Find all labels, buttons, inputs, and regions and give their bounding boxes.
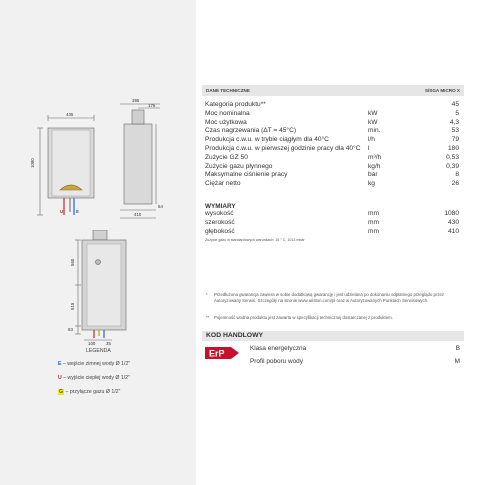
spec-value: 0,39 xyxy=(446,162,459,170)
spec-label: Ciężar netto xyxy=(205,180,241,188)
spec-row xyxy=(205,101,463,110)
spec-value: 0,53 xyxy=(446,153,459,161)
spec-value: 8 xyxy=(455,171,459,179)
legend-letter: U xyxy=(58,375,62,381)
spec-row xyxy=(205,145,463,154)
dim-83: 83 xyxy=(68,327,73,332)
legend-title: LEGENDA xyxy=(86,348,111,354)
dimension-row xyxy=(205,210,463,219)
dim-depth: 410 xyxy=(134,212,142,217)
spec-row xyxy=(205,136,463,145)
kod-row-water-profile xyxy=(250,358,460,365)
spec-value: 5 xyxy=(455,109,459,117)
spec-value: 45 xyxy=(451,101,459,108)
technical-drawing-panel xyxy=(0,0,196,485)
spec-unit: kg/h xyxy=(368,162,381,170)
kod-handlowy-title: KOD HANDLOWY xyxy=(206,332,264,339)
footnote-capacity xyxy=(206,315,471,323)
footnote-text: Przedłużona gwarancja zawiera w sobie dodatkową gwarancję i jest udzielana po dokonaniu odpłatnego przeglądu przez Autoryzowany Serwis. Szczegóły na stronie www.ariston.com/pl oraz w Autoryzowanych Punktach Serwisowych. xyxy=(214,292,445,304)
spec-label: Kategoria produktu** xyxy=(205,101,266,108)
footnote-star: * xyxy=(206,292,208,297)
erp-label: ErP xyxy=(209,348,225,359)
kod-value: B xyxy=(455,345,460,352)
dimension-value: 1080 xyxy=(444,210,459,217)
dimension-value: 410 xyxy=(447,227,459,235)
spec-unit: l/h xyxy=(368,136,375,144)
spec-value: 26 xyxy=(451,180,459,188)
dim-width-front: 435 xyxy=(66,112,74,117)
dim-flue: 176 xyxy=(148,103,156,108)
spec-value: 79 xyxy=(451,136,459,144)
dimension-label: wysokość xyxy=(205,210,234,217)
legend-text: – przyłącze gazu Ø 1/2" xyxy=(64,389,121,395)
spec-label: Maksymalne ciśnienie pracy xyxy=(205,171,288,179)
spec-label: Moc użytkowa xyxy=(205,118,247,126)
kod-label: Profil poboru wody xyxy=(250,358,303,365)
spec-row xyxy=(205,119,463,128)
spec-unit: m³/h xyxy=(368,153,382,161)
dimension-label: głębokość xyxy=(205,227,235,235)
dimension-unit: mm xyxy=(368,210,379,217)
connection-letter-e: E xyxy=(76,209,79,214)
dim-515: 515 xyxy=(70,302,75,310)
spec-unit: l xyxy=(368,145,370,152)
gas-note: Zużycie gazu w standardowych warunkach: 15 ° C, 1013 mbar xyxy=(205,238,305,242)
dimension-unit: mm xyxy=(368,227,379,235)
kod-value: M xyxy=(454,358,460,365)
footnote-warranty xyxy=(206,292,471,312)
legend-text: – wejście zimnej wody Ø 1/2" xyxy=(61,361,131,367)
dim-35: 35 xyxy=(106,341,111,346)
legend-letter: G xyxy=(59,389,64,395)
spec-value: 180 xyxy=(447,145,459,152)
legend-letter: E xyxy=(58,361,62,367)
spec-label: Zużycie gazu płynnego xyxy=(205,162,273,170)
spec-row xyxy=(205,154,463,163)
kod-label: Klasa energetyczna xyxy=(250,345,307,352)
specs-header xyxy=(202,85,464,96)
legend-item-cold-water xyxy=(58,361,130,367)
dimension-label: szerokość xyxy=(205,218,235,226)
spec-label: Produkcja c.w.u. w pierwszej godzinie pracy dla 40°C xyxy=(205,145,361,152)
legend-item-hot-water xyxy=(58,375,130,381)
spec-row xyxy=(205,171,463,180)
dimension-drawing-bottom xyxy=(0,230,196,350)
legend-text: – wyjście ciepłej wody Ø 1/2" xyxy=(61,375,130,381)
dimension-row xyxy=(205,219,463,228)
dim-560: 560 xyxy=(70,258,75,266)
spec-unit: kW xyxy=(368,109,378,117)
dimension-value: 430 xyxy=(447,218,459,226)
legend-item-gas xyxy=(58,389,120,395)
spec-row xyxy=(205,127,463,136)
spec-value: 53 xyxy=(451,127,459,135)
dim-width-side: 395 xyxy=(132,98,140,103)
spec-unit: bar xyxy=(368,171,378,179)
dimension-unit: mm xyxy=(368,218,379,226)
dim-100: 100 xyxy=(88,341,96,346)
spec-row xyxy=(205,180,463,189)
specs-header-title: DANE TECHNICZNE xyxy=(206,88,250,93)
dim-height: 1080 xyxy=(30,158,35,168)
dimension-drawing-top xyxy=(0,0,196,235)
spec-unit: kg xyxy=(368,180,375,188)
footnote-star: ** xyxy=(206,315,210,320)
spec-unit: min. xyxy=(368,127,381,135)
spec-row xyxy=(205,163,463,172)
spec-row xyxy=(205,110,463,119)
spec-label: Zużycie GZ 50 xyxy=(205,153,248,161)
dimensions-title: WYMIARY xyxy=(205,203,236,210)
spec-unit: kW xyxy=(368,118,378,126)
specs-header-model: S/SGA MICRO X xyxy=(424,88,460,93)
spec-label: Czas nagrzewania (ΔT = 45°C) xyxy=(205,127,297,135)
footnote-text: Pojemność wodna produktu jest zawarta w specyfikacji technicznej dostarczanej z produktem. xyxy=(214,315,393,320)
dim-offset: 64 xyxy=(158,204,163,209)
spec-label: Moc nominalna xyxy=(205,109,250,117)
kod-row-energy-class xyxy=(250,345,460,352)
spec-value: 4,3 xyxy=(449,118,459,126)
connection-letter-u: U xyxy=(60,209,64,214)
spec-label: Produkcja c.w.u. w trybie ciągłym dla 40°C xyxy=(205,136,329,144)
dimension-row xyxy=(205,228,463,237)
erp-logo xyxy=(205,345,241,361)
